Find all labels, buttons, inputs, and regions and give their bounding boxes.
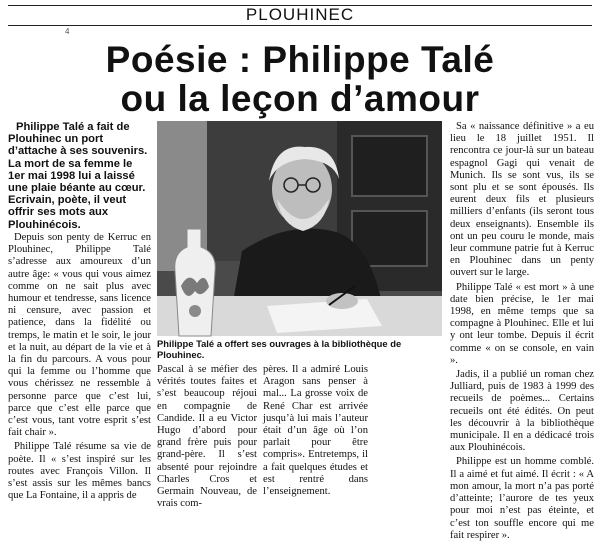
paragraph: Philippe est un homme comblé. Il a aimé et fut aimé. Il écrit : « A mon amour, la mort n’a pas porté d’atteinte; l’aurore de tes yeux pour moi n’est pas éteinte, et c’est ton souffle encore qui me fait respirer ». <box>450 456 594 541</box>
article-column-middle-2 <box>263 364 368 498</box>
lede-text: Philippe Talé a fait de Plouhinec un port d’attache à ses souvenirs. La mort de sa femme le 1er mai 1998 lui a laissé une plaie béante au cœur. Ecrivain, poète, il veut offrir ses mots aux Plouhinécois. <box>8 121 148 231</box>
article-column-right <box>450 121 594 541</box>
paragraph: Jadis, il a publié un roman chez Julliard, puis de 1983 à 1999 des recueils de poèmes... Certains recueils ont été édités. On peut les découvrir à la bibliothèque municipale. Il en a dédicacé trois aux Plouhinécois. <box>450 369 594 454</box>
paragraph: Philippe Talé résume sa vie de poète. Il « s’est inspiré sur les routes avec François Villon. Il s’est assis sur les mêmes bancs que La Fontaine, il a appris de <box>8 441 151 502</box>
portrait-photo <box>157 121 442 336</box>
page-mark: 4 <box>65 27 70 36</box>
paragraph: Pascal à se méfier des vérités toutes faites et s’est beaucoup réjoui en compagnie de Candide. Il a eu Victor Hugo d’abord pour grand frère puis pour grand-père. Il s’est absenté pour rejoindre Charles Cros et Germain Nouveau, de vrais com- <box>157 364 257 510</box>
paragraph: Depuis son penty de Kerruc en Plouhinec, Philippe Talé s’adresse aux amoureux d’un autre âge: « vous qui vous aimez comme on ne sait plus avec humour et tendresse, sans licence ni censure, avec passion et patience, dans la fidélité ou tremps, le matin et le soir, le jour et la nuit, au départ de la vie et à la fin du parcours. A vous pour qui la femme ou l’homme que vous chérissez ne ressemble à personne parce que c’est lui, parce que c’est elle parce que c’est vous, tant votre esprit s’est fait chair ». <box>8 232 151 439</box>
article-column-left <box>8 232 151 502</box>
section-title: PLOUHINEC <box>245 5 355 24</box>
photo-caption: Philippe Talé a offert ses ouvrages à la bibliothèque de Plouhinec. <box>157 338 402 360</box>
headline-line-2: ou la leçon d’amour <box>120 78 480 119</box>
headline-line-1: Poésie : Philippe Talé <box>105 39 495 80</box>
paragraph: Philippe Talé « est mort » à une date bien précise, le 1er mai 1998, en même temps que sa compagne à Plouhinec. Elle et lui y ont leur tombe. Depuis il écrit comme « on se console, en vain ». <box>450 281 594 366</box>
paragraph: Sa « naissance définitive » a eu lieu le 18 juillet 1951. Il rencontra ce jour-là sur un bateau espagnol Gagi qui venait de Munich. Ils se sont vus, ils se sont plu et se sont épousés. Ils eurent deux fils et plusieurs milliers d’enfants (ils seront tous deux enseignants). Ensemble ils ont un peu couru le monde, mais leur commune patrie fut à Kerruc en Plouhinec dans un penty ouvert sur le large. <box>450 121 594 279</box>
portrait-photo-illustration <box>157 121 442 336</box>
lede <box>8 121 151 231</box>
paragraph: pères. Il a admiré Louis Aragon sans penser à mal... La grosse voix de René Char est arrivée jusqu’à lui mais l’auteur était d’un âge où l’on parlait pour être compris». Entretemps, il a fait quelques études et est rentré dans l’enseignement. <box>263 364 368 498</box>
article-column-middle <box>157 364 257 510</box>
header-rule-bottom <box>8 25 592 26</box>
